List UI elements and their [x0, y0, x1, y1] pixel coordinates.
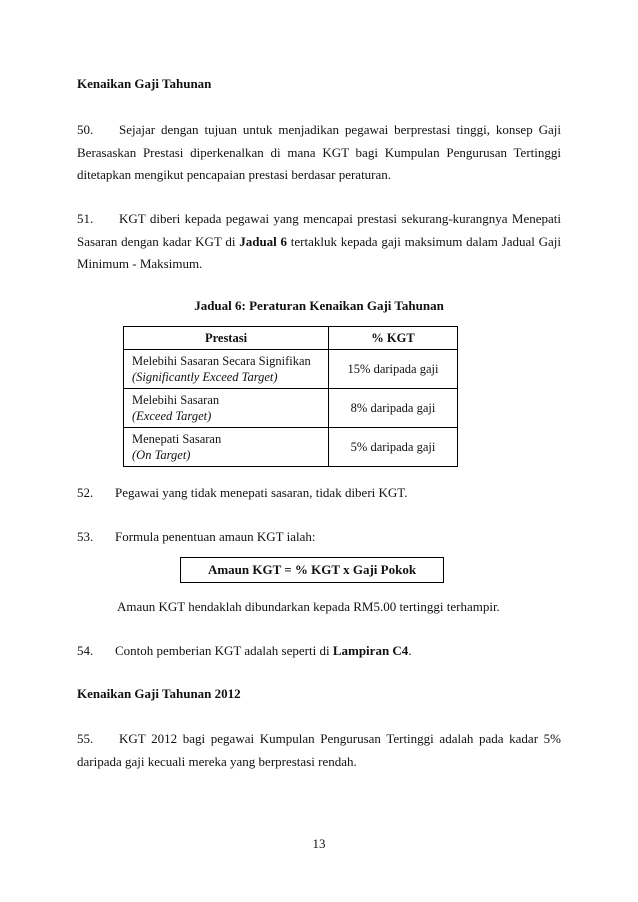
- paragraph-55: [77, 728, 561, 773]
- formula-box: Amaun KGT = % KGT x Gaji Pokok: [180, 557, 444, 583]
- paragraph-text: KGT 2012 bagi pegawai Kumpulan Pengurusan Tertinggi adalah pada kadar 5% daripada gaji kecuali mereka yang berprestasi rendah.: [77, 731, 561, 769]
- table-header-row: [124, 327, 458, 350]
- row-label-cell: [124, 389, 329, 428]
- kgt-table: [123, 326, 458, 467]
- row-value: 8% daripada gaji: [329, 389, 458, 428]
- row-label-en: (Exceed Target): [132, 409, 212, 423]
- header-kgt: % KGT: [329, 327, 458, 350]
- section-heading: Kenaikan Gaji Tahunan: [77, 76, 212, 91]
- table-row: [124, 428, 458, 467]
- paragraph-number: 50.: [77, 122, 94, 137]
- paragraph-50: [77, 119, 561, 187]
- row-label: Melebihi Sasaran Secara Signifikan: [132, 354, 311, 368]
- row-label-cell: [124, 350, 329, 389]
- table-row: [124, 389, 458, 428]
- rounding-note: Amaun KGT hendaklah dibundarkan kepada RM5.00 tertinggi terhampir.: [117, 599, 500, 614]
- paragraph-text: Pegawai yang tidak menepati sasaran, tidak diberi KGT.: [115, 485, 408, 500]
- paragraph-number: 54.: [77, 643, 94, 658]
- row-label: Melebihi Sasaran: [132, 393, 220, 407]
- section-heading-2012: Kenaikan Gaji Tahunan 2012: [77, 686, 241, 701]
- header-prestasi: Prestasi: [124, 327, 329, 350]
- table-caption: Jadual 6: Peraturan Kenaikan Gaji Tahunan: [194, 298, 444, 313]
- paragraph-text: Contoh pemberian KGT adalah seperti di: [115, 643, 333, 658]
- paragraph-number: 51.: [77, 211, 94, 226]
- row-label-en: (Significantly Exceed Target): [132, 370, 278, 384]
- paragraph-number: 52.: [77, 485, 94, 500]
- paragraph-51: [77, 208, 561, 276]
- paragraph-text: KGT diberi kepada pegawai yang mencapai prestasi sekurang-kurangnya Menepati Sasaran dengan kadar KGT di: [77, 211, 561, 249]
- paragraph-text: Sejajar dengan tujuan untuk menjadikan pegawai berprestasi tinggi, konsep Gaji Berasaskan Prestasi diperkenalkan di mana KGT bagi Kumpulan Pengurusan Tertinggi ditetapkan mengikut pencapaian prestasi berdasar peraturan.: [77, 122, 561, 182]
- table-row: [124, 350, 458, 389]
- appendix-reference: Lampiran C4: [332, 643, 409, 658]
- paragraph-text-cont: .: [408, 643, 412, 658]
- row-label-cell: [124, 428, 329, 467]
- paragraph-52: [77, 482, 561, 505]
- row-value: 5% daripada gaji: [329, 428, 458, 467]
- paragraph-text-cont: tertakluk kepada gaji maksimum dalam Jadual Gaji Minimum - Maksimum.: [77, 233, 561, 271]
- table-reference: Jadual 6: [239, 233, 288, 249]
- page-number: 13: [312, 836, 326, 851]
- paragraph-53: [77, 526, 561, 549]
- row-value: 15% daripada gaji: [329, 350, 458, 389]
- row-label-en: (On Target): [132, 448, 191, 462]
- paragraph-number: 53.: [77, 529, 94, 544]
- paragraph-text: Formula penentuan amaun KGT ialah:: [115, 529, 316, 544]
- paragraph-number: 55.: [77, 731, 94, 746]
- row-label: Menepati Sasaran: [132, 432, 222, 446]
- paragraph-54: [77, 640, 561, 663]
